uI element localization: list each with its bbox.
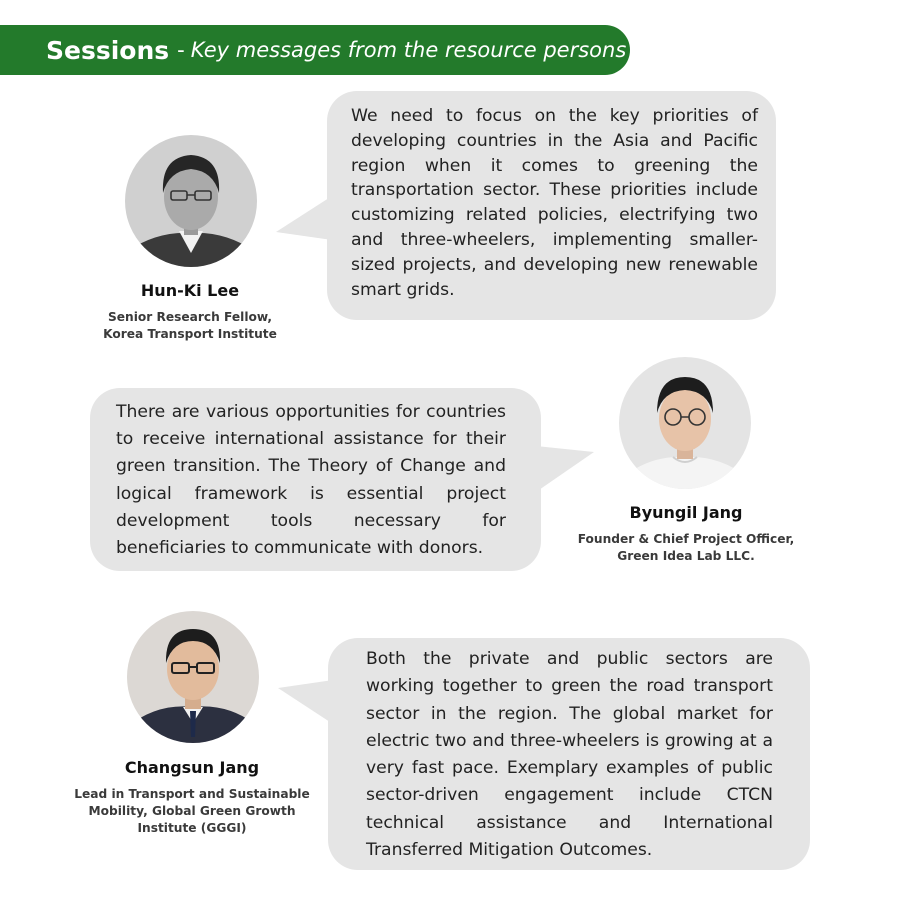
header-title: Sessions — [46, 35, 170, 65]
speech-tail-1 — [276, 196, 332, 240]
person-title-byungil-jang — [556, 531, 816, 565]
speech-bubble-byungil-jang: There are various opportunities for countries to receive international assistance for their green transition. The Theory of Change and logical framework is essential project development tools necessary for beneficiaries to communicate with donors. — [90, 388, 541, 571]
person-title-line: Korea Transport Institute — [103, 327, 277, 341]
header-separator: - — [177, 38, 185, 62]
person-title-line: Lead in Transport and Sustainable — [74, 787, 310, 801]
person-name-hun-ki-lee: Hun-Ki Lee — [140, 281, 240, 300]
avatar-byungil-jang — [619, 357, 751, 489]
avatar-changsun-jang — [127, 611, 259, 743]
person-title-line: Institute (GGGI) — [137, 821, 247, 835]
speech-bubble-hun-ki-lee: We need to focus on the key priorities of developing countries in the Asia and Pacific region when it comes to greening the transportation sector. These priorities include customizing related policies, electrifying two and three-wheelers, implementing smaller-sized projects, and developing new renewable smart grids. — [327, 91, 776, 320]
person-title-line: Founder & Chief Project Officer, — [577, 532, 795, 546]
person-title-line: Senior Research Fellow, — [107, 310, 272, 324]
speech-tail-3 — [278, 680, 333, 724]
speech-tail-2 — [536, 446, 594, 492]
header-subtitle: Key messages from the resource persons — [190, 38, 627, 62]
person-name-byungil-jang: Byungil Jang — [629, 503, 743, 522]
avatar-hun-ki-lee — [125, 135, 257, 267]
person-title-changsun-jang — [62, 786, 322, 837]
speech-bubble-changsun-jang: Both the private and public sectors are working together to green the road transport sector in the region. The global market for electric two and three-wheelers is growing at a very fast pace. Exemplary examples of public sector-driven engagement include CTCN technical assistance and International Transferred Mitigation Outcomes. — [328, 638, 810, 870]
section-header — [0, 25, 630, 75]
person-title-hun-ki-lee — [60, 309, 320, 343]
person-title-line: Mobility, Global Green Growth — [88, 804, 296, 818]
person-title-line: Green Idea Lab LLC. — [617, 549, 755, 563]
person-name-changsun-jang: Changsun Jang — [124, 758, 260, 777]
